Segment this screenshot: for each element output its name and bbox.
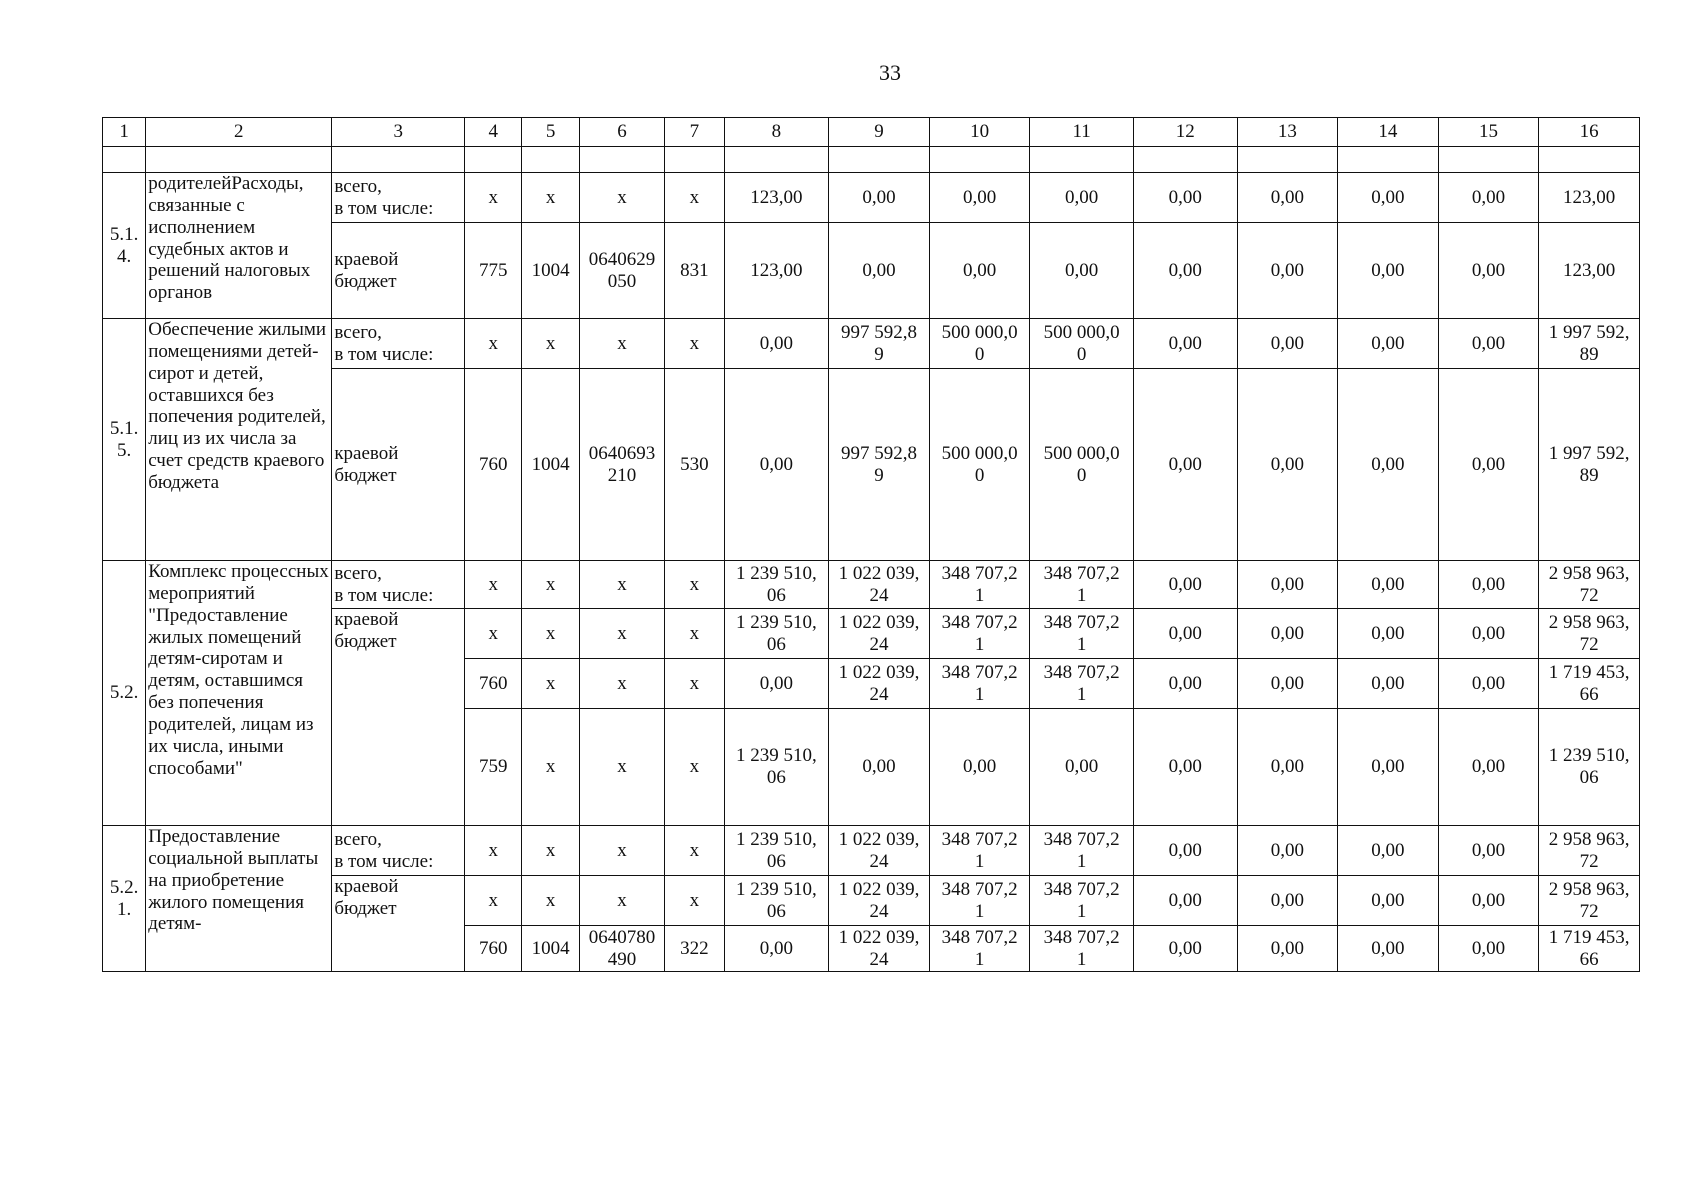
col-7-value: 530 xyxy=(665,369,724,561)
amount-col-9: 0,00 xyxy=(829,709,930,826)
table-row xyxy=(103,319,1640,369)
blank-cell xyxy=(1133,147,1237,173)
table-row xyxy=(103,173,1640,223)
column-header: 7 xyxy=(665,118,724,147)
amount-col-14: 0,00 xyxy=(1338,223,1439,319)
row-number: 5.1. 4. xyxy=(103,173,146,319)
table-row xyxy=(103,826,1640,876)
amount-col-13: 0,00 xyxy=(1237,659,1338,709)
blank-cell xyxy=(465,147,522,173)
col-5-value: x xyxy=(522,561,579,609)
col-4-value: 760 xyxy=(465,369,522,561)
column-header: 9 xyxy=(829,118,930,147)
col-7-value: x xyxy=(665,173,724,223)
amount-col-15: 0,00 xyxy=(1438,319,1539,369)
row-number: 5.2. xyxy=(103,561,146,826)
funding-source: всего, в том числе: xyxy=(332,561,465,609)
amount-col-12: 0,00 xyxy=(1133,659,1237,709)
col-5-value: 1004 xyxy=(522,926,579,972)
amount-col-13: 0,00 xyxy=(1237,609,1338,659)
amount-col-10: 348 707,2 1 xyxy=(929,876,1030,926)
col-6-value: x xyxy=(579,319,665,369)
amount-col-10: 348 707,2 1 xyxy=(929,926,1030,972)
blank-cell xyxy=(1338,147,1439,173)
amount-col-14: 0,00 xyxy=(1338,876,1439,926)
header-row xyxy=(103,118,1640,147)
column-header: 12 xyxy=(1133,118,1237,147)
amount-col-12: 0,00 xyxy=(1133,319,1237,369)
amount-col-13: 0,00 xyxy=(1237,709,1338,826)
amount-col-16: 2 958 963, 72 xyxy=(1539,826,1640,876)
amount-col-12: 0,00 xyxy=(1133,709,1237,826)
blank-cell xyxy=(829,147,930,173)
amount-col-10: 0,00 xyxy=(929,223,1030,319)
amount-col-12: 0,00 xyxy=(1133,223,1237,319)
table-row xyxy=(103,223,1640,319)
amount-col-8: 1 239 510, 06 xyxy=(724,561,829,609)
amount-col-10: 0,00 xyxy=(929,709,1030,826)
amount-col-10: 348 707,2 1 xyxy=(929,659,1030,709)
budget-table xyxy=(102,117,1640,972)
col-4-value: 760 xyxy=(465,926,522,972)
amount-col-11: 348 707,2 1 xyxy=(1030,826,1134,876)
blank-cell xyxy=(146,147,332,173)
amount-col-13: 0,00 xyxy=(1237,319,1338,369)
col-5-value: x xyxy=(522,609,579,659)
amount-col-15: 0,00 xyxy=(1438,173,1539,223)
row-name xyxy=(146,826,332,972)
col-5-value: x xyxy=(522,659,579,709)
col-4-value: x xyxy=(465,609,522,659)
col-7-value: x xyxy=(665,319,724,369)
column-header: 16 xyxy=(1539,118,1640,147)
amount-col-16: 1 997 592, 89 xyxy=(1539,319,1640,369)
column-header: 8 xyxy=(724,118,829,147)
amount-col-10: 348 707,2 1 xyxy=(929,561,1030,609)
row-name-text: Предоставление социальной выплаты на приобретение жилого помещения детям- xyxy=(148,826,319,935)
amount-col-10: 348 707,2 1 xyxy=(929,826,1030,876)
amount-col-16: 1 719 453, 66 xyxy=(1539,659,1640,709)
amount-col-15: 0,00 xyxy=(1438,826,1539,876)
amount-col-9: 997 592,8 9 xyxy=(829,369,930,561)
funding-source: краевой бюджет xyxy=(332,876,465,972)
row-name xyxy=(146,173,332,319)
funding-source: всего, в том числе: xyxy=(332,173,465,223)
col-7-value: x xyxy=(665,659,724,709)
amount-col-12: 0,00 xyxy=(1133,826,1237,876)
amount-col-8: 0,00 xyxy=(724,659,829,709)
col-4-value: x xyxy=(465,319,522,369)
col-4-value: 775 xyxy=(465,223,522,319)
col-6-value: x xyxy=(579,709,665,826)
amount-col-9: 1 022 039, 24 xyxy=(829,876,930,926)
row-number: 5.2. 1. xyxy=(103,826,146,972)
amount-col-8: 0,00 xyxy=(724,319,829,369)
col-7-value: 322 xyxy=(665,926,724,972)
amount-col-11: 348 707,2 1 xyxy=(1030,609,1134,659)
amount-col-13: 0,00 xyxy=(1237,826,1338,876)
amount-col-9: 1 022 039, 24 xyxy=(829,659,930,709)
amount-col-9: 0,00 xyxy=(829,173,930,223)
amount-col-14: 0,00 xyxy=(1338,826,1439,876)
amount-col-14: 0,00 xyxy=(1338,926,1439,972)
col-4-value: x xyxy=(465,826,522,876)
col-7-value: x xyxy=(665,826,724,876)
col-5-value: x xyxy=(522,826,579,876)
amount-col-15: 0,00 xyxy=(1438,659,1539,709)
blank-cell xyxy=(579,147,665,173)
col-4-value: x xyxy=(465,876,522,926)
col-5-value: 1004 xyxy=(522,223,579,319)
col-5-value: x xyxy=(522,876,579,926)
amount-col-16: 1 239 510, 06 xyxy=(1539,709,1640,826)
amount-col-13: 0,00 xyxy=(1237,926,1338,972)
amount-col-9: 1 022 039, 24 xyxy=(829,826,930,876)
amount-col-16: 2 958 963, 72 xyxy=(1539,876,1640,926)
col-4-value: 760 xyxy=(465,659,522,709)
col-6-value: 0640780 490 xyxy=(579,926,665,972)
amount-col-9: 1 022 039, 24 xyxy=(829,609,930,659)
col-5-value: x xyxy=(522,319,579,369)
amount-col-16: 123,00 xyxy=(1539,223,1640,319)
amount-col-12: 0,00 xyxy=(1133,876,1237,926)
column-header: 15 xyxy=(1438,118,1539,147)
amount-col-11: 500 000,0 0 xyxy=(1030,369,1134,561)
blank-cell xyxy=(522,147,579,173)
amount-col-13: 0,00 xyxy=(1237,561,1338,609)
col-4-value: x xyxy=(465,173,522,223)
page-number: 33 xyxy=(879,60,901,85)
amount-col-13: 0,00 xyxy=(1237,369,1338,561)
amount-col-15: 0,00 xyxy=(1438,223,1539,319)
amount-col-11: 348 707,2 1 xyxy=(1030,926,1134,972)
col-6-value: x xyxy=(579,173,665,223)
amount-col-14: 0,00 xyxy=(1338,173,1439,223)
amount-col-13: 0,00 xyxy=(1237,876,1338,926)
amount-col-10: 0,00 xyxy=(929,173,1030,223)
col-6-value: x xyxy=(579,876,665,926)
amount-col-13: 0,00 xyxy=(1237,173,1338,223)
blank-cell xyxy=(1539,147,1640,173)
column-header: 6 xyxy=(579,118,665,147)
col-6-value: x xyxy=(579,561,665,609)
amount-col-11: 0,00 xyxy=(1030,709,1134,826)
row-name xyxy=(146,561,332,826)
col-6-value: x xyxy=(579,826,665,876)
col-4-value: 759 xyxy=(465,709,522,826)
amount-col-14: 0,00 xyxy=(1338,659,1439,709)
amount-col-8: 0,00 xyxy=(724,926,829,972)
blank-row xyxy=(103,147,1640,173)
amount-col-11: 0,00 xyxy=(1030,173,1134,223)
col-7-value: x xyxy=(665,876,724,926)
blank-cell xyxy=(665,147,724,173)
col-7-value: x xyxy=(665,609,724,659)
amount-col-15: 0,00 xyxy=(1438,876,1539,926)
previous-row-fragment: родителей xyxy=(148,173,232,194)
blank-cell xyxy=(1030,147,1134,173)
amount-col-16: 2 958 963, 72 xyxy=(1539,609,1640,659)
amount-col-9: 0,00 xyxy=(829,223,930,319)
amount-col-16: 1 719 453, 66 xyxy=(1539,926,1640,972)
row-name-text: Обеспечение жилыми помещениями детей-сирот и детей, оставшихся без попечения родителей, лиц из их числа за счет средств краевого бюджета xyxy=(148,319,327,493)
amount-col-10: 348 707,2 1 xyxy=(929,609,1030,659)
column-header: 4 xyxy=(465,118,522,147)
amount-col-14: 0,00 xyxy=(1338,609,1439,659)
row-name-text: Расходы, связанные с исполнением судебных актов и решений налоговых органов xyxy=(148,173,311,304)
funding-source: всего, в том числе: xyxy=(332,826,465,876)
blank-cell xyxy=(1438,147,1539,173)
amount-col-8: 1 239 510, 06 xyxy=(724,826,829,876)
table-row xyxy=(103,561,1640,609)
amount-col-11: 0,00 xyxy=(1030,223,1134,319)
col-7-value: x xyxy=(665,561,724,609)
funding-source: краевой бюджет xyxy=(332,609,465,826)
amount-col-14: 0,00 xyxy=(1338,561,1439,609)
column-header: 3 xyxy=(332,118,465,147)
amount-col-12: 0,00 xyxy=(1133,369,1237,561)
amount-col-9: 1 022 039, 24 xyxy=(829,926,930,972)
col-5-value: 1004 xyxy=(522,369,579,561)
row-name xyxy=(146,319,332,561)
column-header: 10 xyxy=(929,118,1030,147)
amount-col-12: 0,00 xyxy=(1133,609,1237,659)
amount-col-16: 1 997 592, 89 xyxy=(1539,369,1640,561)
amount-col-15: 0,00 xyxy=(1438,609,1539,659)
amount-col-8: 0,00 xyxy=(724,369,829,561)
amount-col-9: 1 022 039, 24 xyxy=(829,561,930,609)
blank-cell xyxy=(724,147,829,173)
column-header: 5 xyxy=(522,118,579,147)
amount-col-11: 348 707,2 1 xyxy=(1030,659,1134,709)
amount-col-10: 500 000,0 0 xyxy=(929,319,1030,369)
col-6-value: 0640629 050 xyxy=(579,223,665,319)
amount-col-8: 1 239 510, 06 xyxy=(724,876,829,926)
amount-col-15: 0,00 xyxy=(1438,561,1539,609)
col-6-value: 0640693 210 xyxy=(579,369,665,561)
amount-col-9: 997 592,8 9 xyxy=(829,319,930,369)
funding-source: краевой бюджет xyxy=(332,369,465,561)
col-6-value: x xyxy=(579,659,665,709)
blank-cell xyxy=(103,147,146,173)
col-5-value: x xyxy=(522,709,579,826)
blank-cell xyxy=(332,147,465,173)
amount-col-15: 0,00 xyxy=(1438,926,1539,972)
amount-col-8: 1 239 510, 06 xyxy=(724,709,829,826)
column-header: 11 xyxy=(1030,118,1134,147)
col-7-value: x xyxy=(665,709,724,826)
row-number: 5.1. 5. xyxy=(103,319,146,561)
amount-col-14: 0,00 xyxy=(1338,319,1439,369)
amount-col-13: 0,00 xyxy=(1237,223,1338,319)
column-header: 2 xyxy=(146,118,332,147)
amount-col-15: 0,00 xyxy=(1438,369,1539,561)
col-7-value: 831 xyxy=(665,223,724,319)
row-name-text: Комплекс процессных мероприятий "Предоставление жилых помещений детям-сиротам и детям, оставшимся без попечения родителей, лицам из их числа, иными способами" xyxy=(148,561,329,779)
funding-source: краевой бюджет xyxy=(332,223,465,319)
column-header: 1 xyxy=(103,118,146,147)
column-header: 14 xyxy=(1338,118,1439,147)
col-5-value: x xyxy=(522,173,579,223)
amount-col-10: 500 000,0 0 xyxy=(929,369,1030,561)
amount-col-11: 348 707,2 1 xyxy=(1030,876,1134,926)
amount-col-11: 500 000,0 0 xyxy=(1030,319,1134,369)
amount-col-14: 0,00 xyxy=(1338,369,1439,561)
amount-col-16: 123,00 xyxy=(1539,173,1640,223)
col-6-value: x xyxy=(579,609,665,659)
amount-col-14: 0,00 xyxy=(1338,709,1439,826)
amount-col-16: 2 958 963, 72 xyxy=(1539,561,1640,609)
table-row xyxy=(103,876,1640,926)
amount-col-8: 123,00 xyxy=(724,173,829,223)
amount-col-12: 0,00 xyxy=(1133,561,1237,609)
blank-cell xyxy=(929,147,1030,173)
table-row xyxy=(103,369,1640,561)
blank-cell xyxy=(1237,147,1338,173)
amount-col-12: 0,00 xyxy=(1133,926,1237,972)
amount-col-11: 348 707,2 1 xyxy=(1030,561,1134,609)
funding-source: всего, в том числе: xyxy=(332,319,465,369)
table-row xyxy=(103,609,1640,659)
column-header: 13 xyxy=(1237,118,1338,147)
amount-col-8: 123,00 xyxy=(724,223,829,319)
amount-col-15: 0,00 xyxy=(1438,709,1539,826)
amount-col-12: 0,00 xyxy=(1133,173,1237,223)
col-4-value: x xyxy=(465,561,522,609)
amount-col-8: 1 239 510, 06 xyxy=(724,609,829,659)
